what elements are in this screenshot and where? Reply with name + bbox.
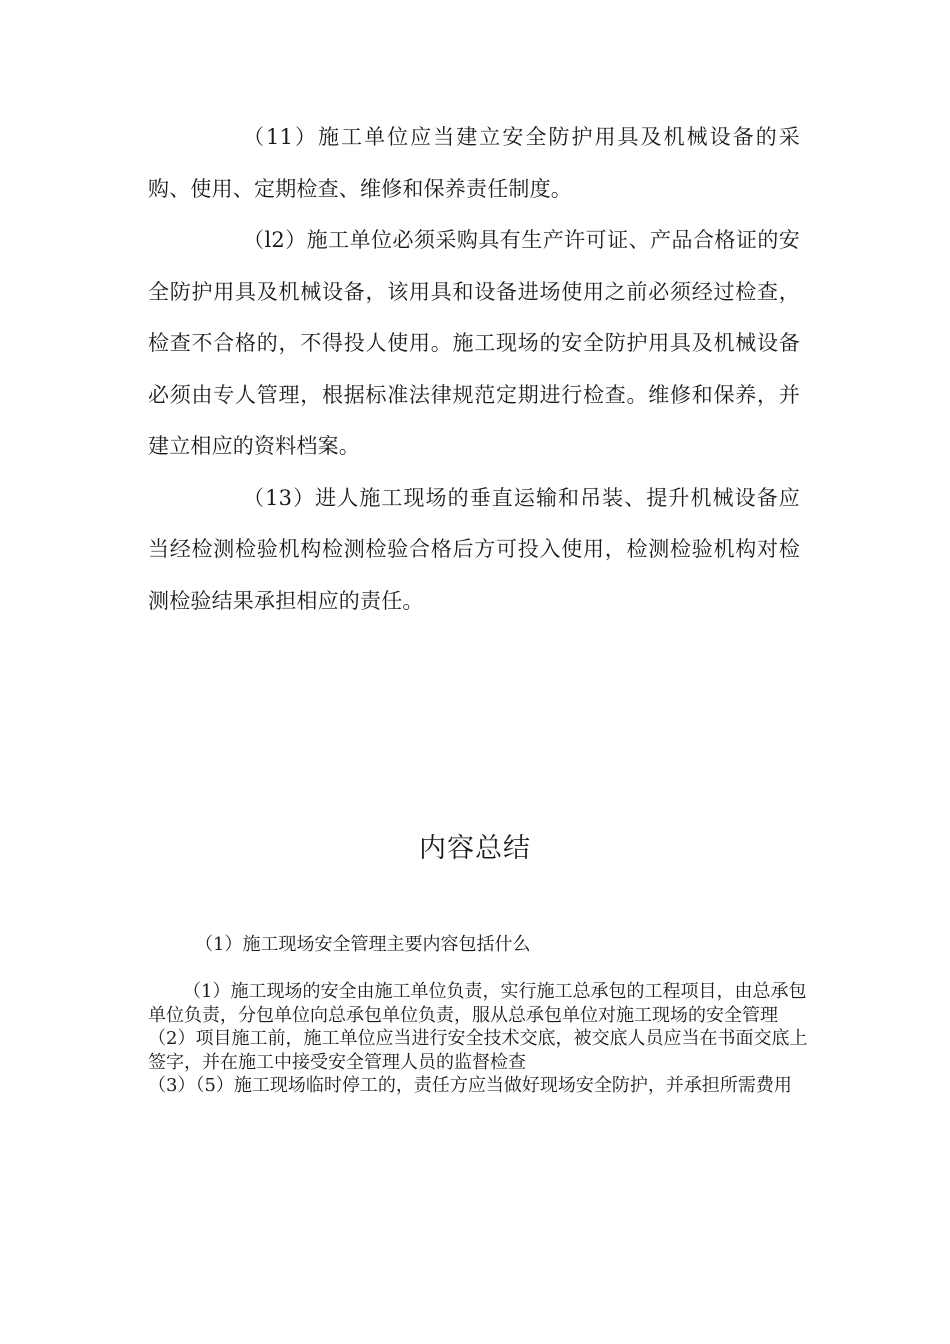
- paragraph-11: （11）施工单位应当建立安全防护用具及机械设备的采购、使用、定期检查、维修和保养责任制度。: [148, 125, 800, 201]
- paragraph-13: （13）进人施工现场的垂直运输和吊装、提升机械设备应当经检测检验机构检测检验合格后方可投入使用，检测检验机构对检测检验结果承担相应的责任。: [148, 485, 800, 613]
- main-content: [148, 112, 800, 627]
- summary-question: （1）施工现场安全管理主要内容包括什么: [195, 934, 531, 955]
- summary-body: [148, 980, 808, 1098]
- summary-item-2: （2）项目施工前，施工单位应当进行安全技术交底，被交底人员应当在书面交底上签字，并在施工中接受安全管理人员的监督检查: [148, 1028, 808, 1073]
- summary-item-3: （3）（5）施工现场临时停工的，责任方应当做好现场安全防护，并承担所需费用: [148, 1075, 792, 1096]
- summary-item-1: （1）施工现场的安全由施工单位负责，实行施工总承包的工程项目，由总承包单位负责，分包单位向总承包单位负责，服从总承包单位对施工现场的安全管理: [148, 981, 807, 1026]
- paragraph-12: （l2）施工单位必须采购具有生产许可证、产品合格证的安全防护用具及机械设备，该用具和设备进场使用之前必须经过检查，检查不合格的，不得投人使用。施工现场的安全防护用具及机械设备必须由专人管理，根据标准法律规范定期进行检查。维修和保养，并建立相应的资料档案。: [148, 228, 800, 458]
- summary-title: 内容总结: [419, 833, 531, 864]
